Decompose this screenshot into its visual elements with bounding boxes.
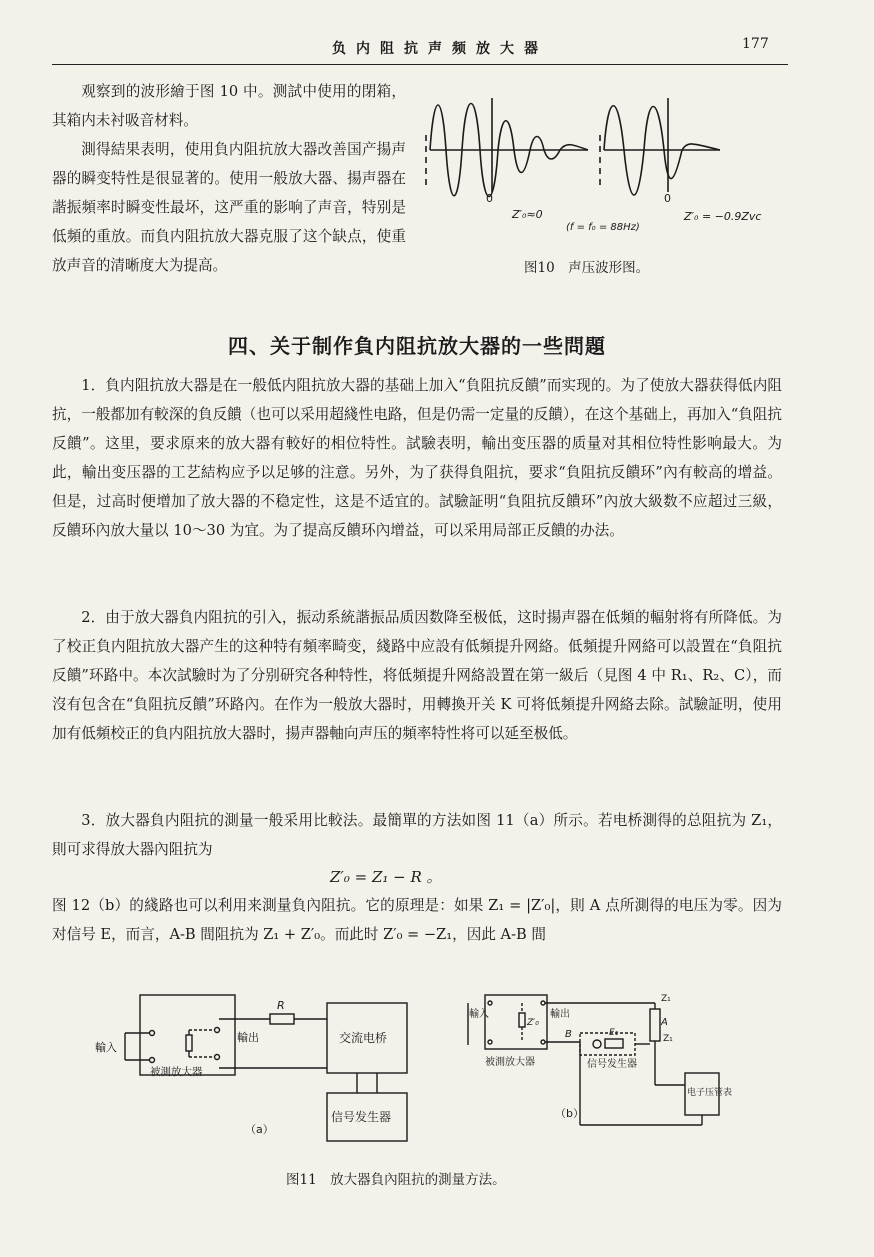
formula-z0: Z′₀ = Z₁ − R 。 <box>330 868 442 886</box>
figure-10-waveform <box>420 80 790 240</box>
zero-label-right: 0 <box>664 192 671 205</box>
z1-label-2: Z₁ <box>663 1034 673 1044</box>
z0-box-b <box>519 1013 525 1027</box>
source-e1 <box>605 1039 623 1048</box>
node-a-label: A <box>661 1017 668 1028</box>
label-z0-approx-zero: Z′₀≈0 <box>512 208 543 221</box>
output-label-b: 輸出 <box>550 1009 570 1020</box>
paragraph-2: 2．由于放大器負内阻抗的引入，振动系統諧振品质因数降至极低，这时揚声器在低頻的輻射将有所降低。为了校正負内阻抗放大器产生的这种特有頻率畸变，綫路中应設有低頻提升网絡。低頻提升网絡可以設置在“負阻抗反饋”环路中。本次試驗时为了分别研究各种特性，将低頻提升网絡設置在第一級后（見图 4 中 R₁、R₂、C），而沒有包含在“負阻抗反饋”环路內。在作为一般放大器时，用轉換开关 K 可将低頻提升网絡去除。試驗証明，使用加有低頻校正的負内阻抗放大器时，揚声器軸向声压的頻率特性将可以延至极低。 <box>52 609 782 742</box>
generator-label-a: 信号发生器 <box>331 1110 392 1124</box>
source-label: E₁ <box>609 1028 619 1038</box>
label-frequency: (f = f₀ = 88Hz) <box>566 222 640 233</box>
paragraph-4: 图 12（b）的綫路也可以利用来測量負內阻抗。它的原理是：如果 Z₁ = |Z′₀|，則 A 点所測得的电压为零。因为对信号 E，而言，A-B 間阻抗为 Z₁ + Z′₀。而此时 Z′₀ = −Z₁，因此 A-B 間 <box>52 897 782 943</box>
bridge-label: 交流电桥 <box>339 1031 388 1045</box>
header-rule <box>52 64 788 65</box>
paragraph-results: 測得結果表明，使用負内阻抗放大器改善国产揚声器的瞬变特性是很显著的。使用一般放大器、揚声器在諧振頻率时瞬变性最坏，这严重的影响了声音，特别是低頻的重放。而負内阻抗放大器克服了这个缺点，使重放声音的清晰度大为提高。 <box>52 141 406 274</box>
node-b-label: B <box>565 1029 572 1040</box>
sub-label-b: （b） <box>555 1107 584 1120</box>
page-number: 177 <box>742 36 769 52</box>
section-heading: 四、关于制作負内阻抗放大器的一些問題 <box>228 334 606 358</box>
z0-box-a <box>186 1035 192 1051</box>
figure-11-caption: 图11 放大器負內阻抗的測量方法。 <box>286 1172 506 1188</box>
z1-label: Z₁ <box>661 994 671 1004</box>
input-label-a: 輸入 <box>95 1041 117 1054</box>
figure-11-circuits <box>95 985 755 1160</box>
amp-label-a: 被測放大器 <box>150 1066 203 1078</box>
z1-impedance <box>650 1009 660 1041</box>
generator-box-b <box>580 1033 635 1055</box>
resistor-r <box>270 1014 294 1024</box>
meter-label: 电子压管表 <box>687 1088 733 1098</box>
z0-label-b: Z′₀ <box>527 1018 539 1028</box>
generator-label-b: 信号发生器 <box>587 1059 637 1070</box>
paragraph-1: 1．負内阻抗放大器是在一般低内阻抗放大器的基础上加入“負阻抗反饋”而实现的。为了使放大器获得低内阻抗，一般都加有較深的負反饋（也可以采用超綫性电路，但是仍需一定量的反饋），在这个基础上，再加入“負阻抗反饋”。这里，要求原来的放大器有較好的相位特性。試驗表明，輸出变压器的质量对其相位特性影响最大。为此，輸出变压器的工艺結构应予以足够的注意。另外，为了获得負阻抗，要求“負阻抗反饋环”內有較高的增益。但是，过高时便增加了放大器的不稳定性，这是不适宜的。試驗証明“負阻抗反饋环”內放大級数不应超过三級，反饋环內放大量以 10～30 为宜。为了提高反饋环內增益，可以采用局部正反饋的办法。 <box>52 377 782 539</box>
running-header: 负内阻抗声频放大器 <box>332 41 548 57</box>
resistor-label: R <box>277 999 285 1012</box>
zero-label-left: 0 <box>486 192 493 205</box>
amp-label-b: 被測放大器 <box>485 1057 535 1068</box>
figure-10-caption: 图10 声压波形图。 <box>524 260 650 276</box>
label-z0-negative: Z′₀ = −0.9Zvc <box>684 210 762 223</box>
input-label-b: 輸入 <box>469 1009 489 1020</box>
paragraph-3: 3．放大器負内阻抗的測量一般采用比較法。最簡單的方法如图 11（a）所示。若电桥測得的总阻抗为 Z₁，則可求得放大器內阻抗为 <box>52 812 782 858</box>
paragraph-observation: 观察到的波形繪于图 10 中。测試中使用的閉箱，其箱内未衬吸音材料。 <box>52 83 406 129</box>
sub-label-a: （a） <box>245 1123 274 1136</box>
output-label-a: 輸出 <box>237 1031 259 1044</box>
